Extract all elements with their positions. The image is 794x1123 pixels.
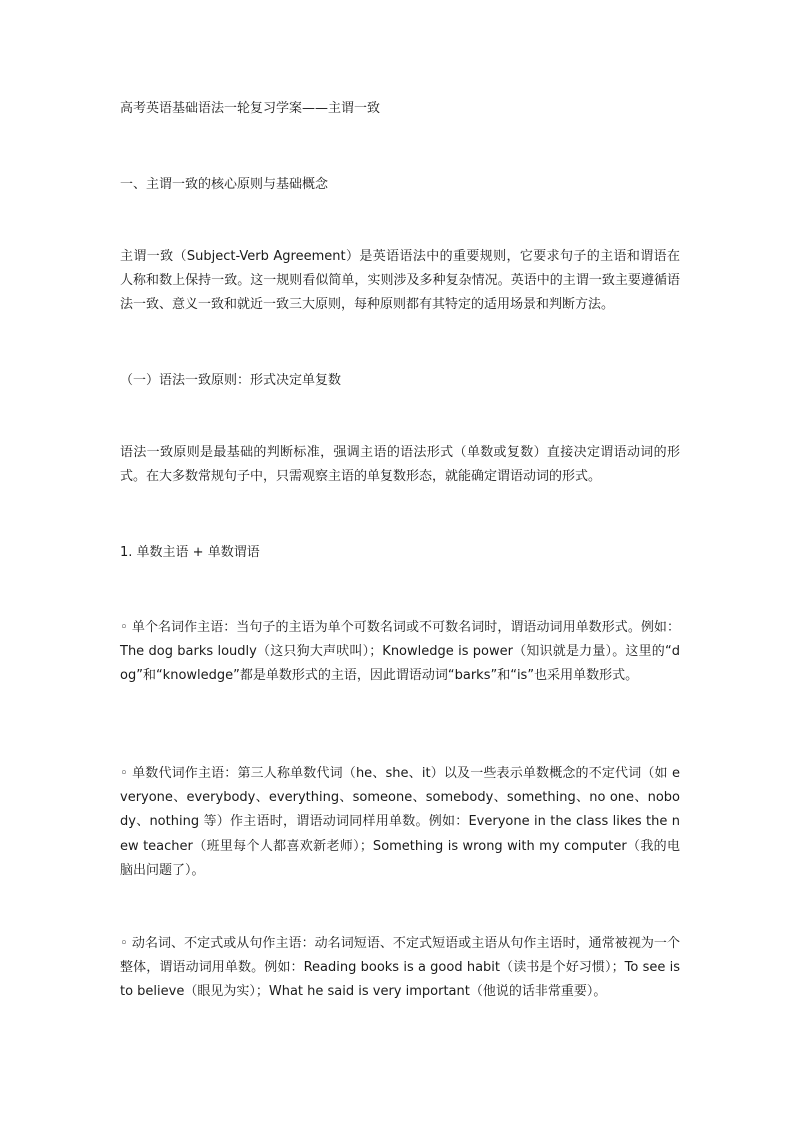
bullet-singular-pronoun-subject: ◦ 单数代词作主语：第三人称单数代词（he、she、it）以及一些表示单数概念的不定代词（如 everyone、everybody、everything、someone、somebody、something、no one、nobody、nothing 等）作主语时，谓语动词同样用单数。例如：Everyone in the class likes the new teacher（班里每个人都喜欢新老师）；Something is wrong with my computer（我的电脑出问题了）。 — [120, 766, 680, 878]
section-heading-core-principles: 一、主谓一致的核心原则与基础概念 — [120, 177, 329, 192]
intro-paragraph: 主谓一致（Subject-Verb Agreement）是英语语法中的重要规则，它要求句子的主语和谓语在人称和数上保持一致。这一规则看似简单，实则涉及多种复杂情况。英语中的主谓一致主要遵循语法一致、意义一致和就近一致三大原则，每种原则都有其特定的适用场景和判断方法。 — [120, 249, 680, 313]
document-title: 高考英语基础语法一轮复习学案——主谓一致 — [120, 101, 381, 116]
grammatical-agreement-paragraph: 语法一致原则是最基础的判断标准，强调主语的语法形式（单数或复数）直接决定谓语动词的形式。在大多数常规句子中，只需观察主语的单复数形态，就能确定谓语动词的形式。 — [120, 445, 680, 485]
bullet-gerund-infinitive-clause-subject: ◦ 动名词、不定式或从句作主语：动名词短语、不定式短语或主语从句作主语时，通常被视为一个整体，谓语动词用单数。例如：Reading books is a good habit（读书是个好习惯）；To see is to believe（眼见为实）；What he said is very important（他说的话非常重要）。 — [120, 936, 680, 1000]
bullet-single-noun-subject: ◦ 单个名词作主语：当句子的主语为单个可数名词或不可数名词时，谓语动词用单数形式。例如：The dog barks loudly（这只狗大声吠叫）；Knowledge is power（知识就是力量）。这里的“dog”和“knowledge”都是单数形式的主语，因此谓语动词“barks”和“is”也采用单数形式。 — [120, 620, 680, 684]
subsection-heading-grammatical-agreement: （一）语法一致原则：形式决定单复数 — [120, 373, 342, 388]
point-heading-singular-subject: 1. 单数主语 + 单数谓语 — [120, 545, 260, 560]
